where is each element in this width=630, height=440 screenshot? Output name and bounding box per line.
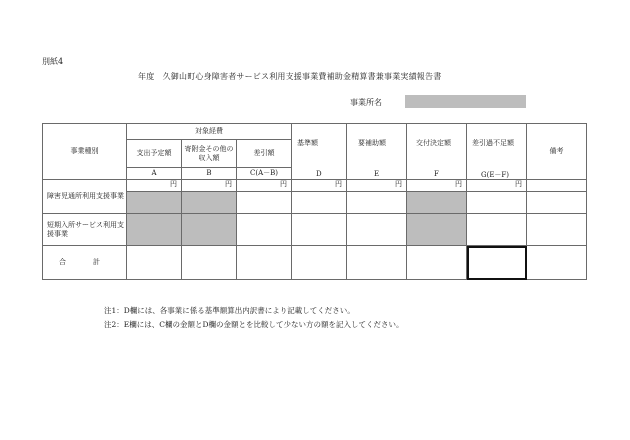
yen-unit: 円 — [347, 180, 407, 192]
header-remarks: 備考 — [527, 124, 587, 180]
cell-standard[interactable] — [292, 192, 347, 214]
header-diff: 差引額 — [237, 140, 292, 168]
page-label: 別紙4 — [42, 57, 64, 66]
cell-planned[interactable] — [127, 214, 182, 246]
header-decided-label: 交付決定額 — [416, 139, 451, 147]
total-decided[interactable] — [407, 246, 467, 280]
yen-unit: 円 — [182, 180, 237, 192]
cell-required[interactable] — [347, 214, 407, 246]
header-standard-label: 基準額 — [297, 139, 318, 147]
cell-refund[interactable] — [467, 214, 527, 246]
total-standard[interactable] — [292, 246, 347, 280]
yen-unit: 円 — [467, 180, 527, 192]
header-donation: 寄附金その他の収入額 — [182, 140, 237, 168]
cell-planned[interactable] — [127, 192, 182, 214]
header-target-expenses: 対象経費 — [127, 124, 292, 140]
cell-refund[interactable] — [467, 192, 527, 214]
cell-donation[interactable] — [182, 214, 237, 246]
header-planned: 支出予定額 — [127, 140, 182, 168]
cell-diff[interactable] — [237, 214, 292, 246]
total-planned[interactable] — [127, 246, 182, 280]
cell-donation[interactable] — [182, 192, 237, 214]
note-1: 注1：D欄には、各事業に係る基準額算出内訳書により記載してください。 — [104, 306, 355, 315]
cell-decided[interactable] — [407, 192, 467, 214]
row-label-short-stay: 短期入所サービス利用支援事業 — [43, 214, 127, 246]
remarks-cell[interactable] — [527, 180, 587, 192]
total-donation[interactable] — [182, 246, 237, 280]
note-2: 注2：E欄には、C欄の金額とD欄の金額とを比較して少ない方の額を記入してください。 — [104, 320, 404, 329]
yen-unit: 円 — [407, 180, 467, 192]
symbol-b: B — [182, 168, 237, 180]
header-refund-label: 差引過不足額 — [472, 139, 514, 147]
document-title: 年度 久御山町心身障害者サービス利用支援事業費補助金精算書兼事業実績報告書 — [138, 72, 442, 81]
yen-unit: 円 — [127, 180, 182, 192]
symbol-a: A — [127, 168, 182, 180]
total-required[interactable] — [347, 246, 407, 280]
row-label-child-support: 障害児通所利用支援事業 — [43, 180, 127, 214]
total-label: 合 計 — [43, 246, 127, 280]
office-name-label: 事業所名 — [350, 98, 382, 107]
symbol-e: E — [374, 170, 380, 178]
cell-decided[interactable] — [407, 214, 467, 246]
total-diff[interactable] — [237, 246, 292, 280]
cell-remarks[interactable] — [527, 192, 587, 214]
symbol-f: F — [434, 170, 439, 178]
cell-standard[interactable] — [292, 214, 347, 246]
total-remarks[interactable] — [527, 246, 587, 280]
notes — [104, 304, 404, 332]
header-required-label: 要補助額 — [358, 139, 386, 147]
symbol-c: C(A－B) — [237, 168, 292, 180]
cell-required[interactable] — [347, 192, 407, 214]
symbol-g: G(E－F) — [481, 171, 510, 179]
symbol-d: D — [316, 170, 322, 178]
office-name-field[interactable] — [405, 95, 526, 108]
cell-remarks[interactable] — [527, 214, 587, 246]
cell-diff[interactable] — [237, 192, 292, 214]
yen-unit: 円 — [237, 180, 292, 192]
header-business-type: 事業種別 — [43, 124, 127, 180]
total-refund[interactable] — [467, 246, 527, 280]
yen-unit: 円 — [292, 180, 347, 192]
